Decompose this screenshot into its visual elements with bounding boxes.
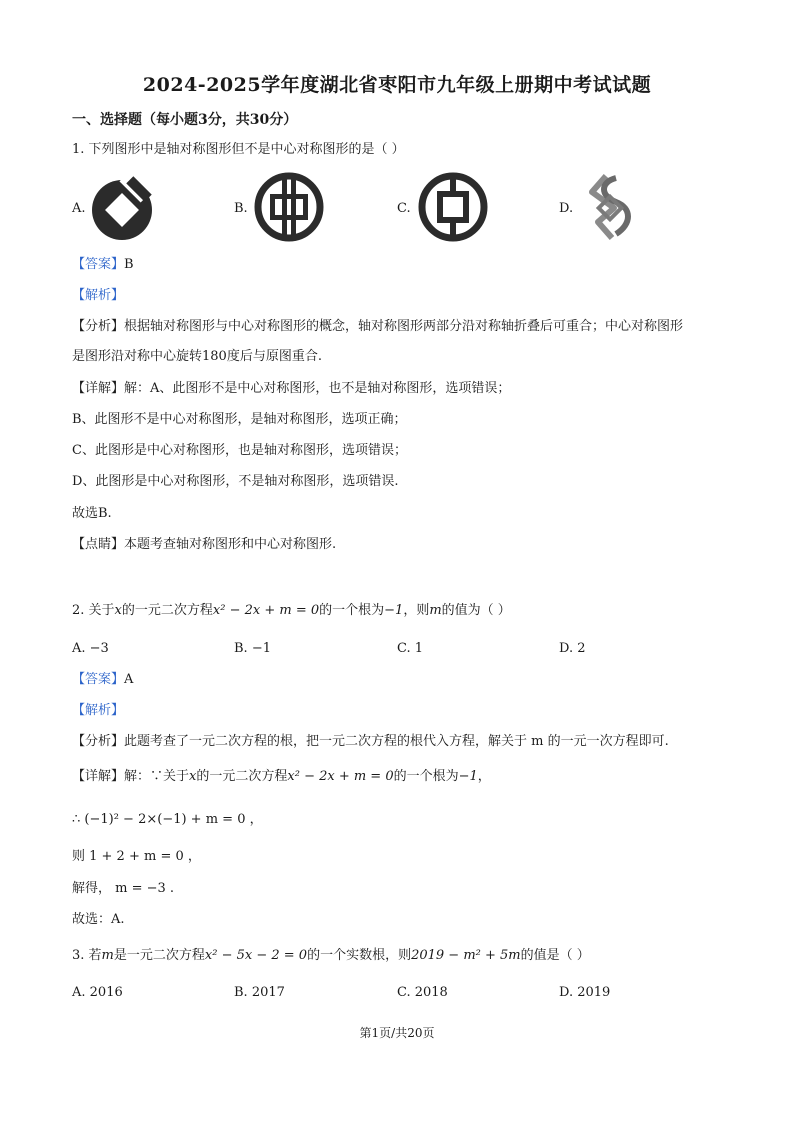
q3-option-c: C. 2018 <box>397 985 448 1000</box>
q1-fenxi-2: 是图形沿对称中心旋转180度后与原图重合. <box>72 349 322 364</box>
q1-fenxi-1 <box>72 318 683 336</box>
q2-analysis-tag <box>72 702 124 720</box>
answer-value: A <box>124 672 134 687</box>
xiangjie-text: 解：∵关于 <box>124 769 190 784</box>
analysis-tag: 【解析】 <box>72 288 125 303</box>
q2-option-d: D. 2 <box>559 641 586 656</box>
q2-stem-part: 2. 关于 <box>72 603 115 618</box>
page-footer: 第1页/共20页 <box>359 1026 435 1040</box>
boc-coin-icon <box>254 172 324 242</box>
page-title: 2024-2025学年度湖北省枣阳市九年级上册期中考试试题 <box>142 74 652 96</box>
q1-option-c-label: C. <box>397 201 411 216</box>
q2-answer <box>72 671 133 689</box>
q2-step-2: 则 1 + 2 + m = 0 ， <box>72 849 201 864</box>
q3-stem-part: 的一个实数根，则 <box>307 948 412 963</box>
q2-stem-part: 的值为（ ） <box>441 603 511 618</box>
q3-var-m: m <box>101 948 114 963</box>
q3-stem-part: 的值是（ ） <box>520 948 590 963</box>
q3-stem-part: 是一元二次方程 <box>113 948 205 963</box>
q1-xiangjie-2: B、此图形不是中心对称图形，是轴对称图形，选项正确； <box>72 412 407 427</box>
q2-root: −1 <box>384 603 404 618</box>
q2-fenxi <box>72 733 669 751</box>
q1-conclusion: 故选B. <box>72 506 112 521</box>
q2-stem <box>72 602 511 620</box>
q2-option-c: C. 1 <box>397 641 424 656</box>
s-swirl-logo-icon <box>578 172 648 242</box>
dianjing-tag: 【点睛】 <box>72 537 125 552</box>
q2-var-x: x <box>114 603 122 618</box>
xiangjie-text: 的一元二次方程 <box>196 769 288 784</box>
q1-dianjing <box>72 536 336 554</box>
q1-option-b-label: B. <box>234 201 248 216</box>
fenxi-tag: 【分析】 <box>72 734 125 749</box>
xiangjie-text: ， <box>477 769 491 784</box>
section-heading: 一、选择题（每小题3分，共30分） <box>72 112 298 128</box>
q3-option-a: A. 2016 <box>72 985 123 1000</box>
xiangjie-tag: 【详解】 <box>72 381 125 396</box>
q1-xiangjie-1 <box>72 380 510 398</box>
q3-stem <box>72 947 590 965</box>
q2-stem-part: 的一个根为 <box>319 603 385 618</box>
q3-option-d: D. 2019 <box>559 985 611 1000</box>
xiangjie-tag: 【详解】 <box>72 769 125 784</box>
q1-xiangjie-3: C、此图形是中心对称图形，也是轴对称图形，选项错误； <box>72 443 407 458</box>
q2-step-1: ∴ (−1)² − 2×(−1) + m = 0 ， <box>72 812 263 827</box>
q2-stem-part: ，则 <box>403 603 430 618</box>
xiangjie-text: 解：A、此图形不是中心对称图形，也不是轴对称图形，选项错误； <box>124 381 511 396</box>
answer-value: B <box>124 257 134 272</box>
q1-option-a-label: A. <box>72 201 86 216</box>
answer-tag: 【答案】 <box>72 257 125 272</box>
q2-equation: x² − 2x + m = 0 <box>287 769 394 784</box>
q2-step-3: 解得， m = −3 . <box>72 881 175 896</box>
q2-root: −1 <box>458 769 478 784</box>
xiangjie-text: 的一个根为 <box>393 769 459 784</box>
q1-analysis-tag <box>72 287 124 305</box>
fenxi-tag: 【分析】 <box>72 319 125 334</box>
q1-stem: 1. 下列图形中是轴对称图形但不是中心对称图形的是（ ） <box>72 142 405 157</box>
analysis-tag: 【解析】 <box>72 703 125 718</box>
icbc-logo-icon <box>418 172 488 242</box>
q2-var-m: m <box>429 603 442 618</box>
fenxi-text: 根据轴对称图形与中心对称图形的概念，轴对称图形两部分沿对称轴折叠后可重合；中心对称图形 <box>124 319 684 334</box>
dianjing-text: 本题考查轴对称图形和中心对称图形. <box>124 537 337 552</box>
fenxi-text: 此题考查了一元二次方程的根，把一元二次方程的根代入方程，解关于 m 的一元一次方程即可. <box>124 734 669 749</box>
q2-equation: x² − 2x + m = 0 <box>212 603 320 618</box>
q2-var-x: x <box>189 769 197 784</box>
q2-conclusion: 故选：A. <box>72 912 125 927</box>
q1-option-d-label: D. <box>559 201 574 216</box>
q3-stem-part: 3. 若 <box>72 948 102 963</box>
q2-option-a: A. −3 <box>72 641 109 656</box>
q2-xiangjie <box>72 768 491 786</box>
q1-answer <box>72 256 134 274</box>
q2-stem-part: 的一元二次方程 <box>121 603 213 618</box>
q3-equation: x² − 5x − 2 = 0 <box>204 948 308 963</box>
q3-option-b: B. 2017 <box>234 985 285 1000</box>
ccb-logo-icon <box>90 172 160 242</box>
answer-tag: 【答案】 <box>72 672 125 687</box>
q1-xiangjie-4: D、此图形是中心对称图形，不是轴对称图形，选项错误. <box>72 474 399 489</box>
q3-expression: 2019 − m² + 5m <box>411 948 521 963</box>
q2-option-b: B. −1 <box>234 641 271 656</box>
